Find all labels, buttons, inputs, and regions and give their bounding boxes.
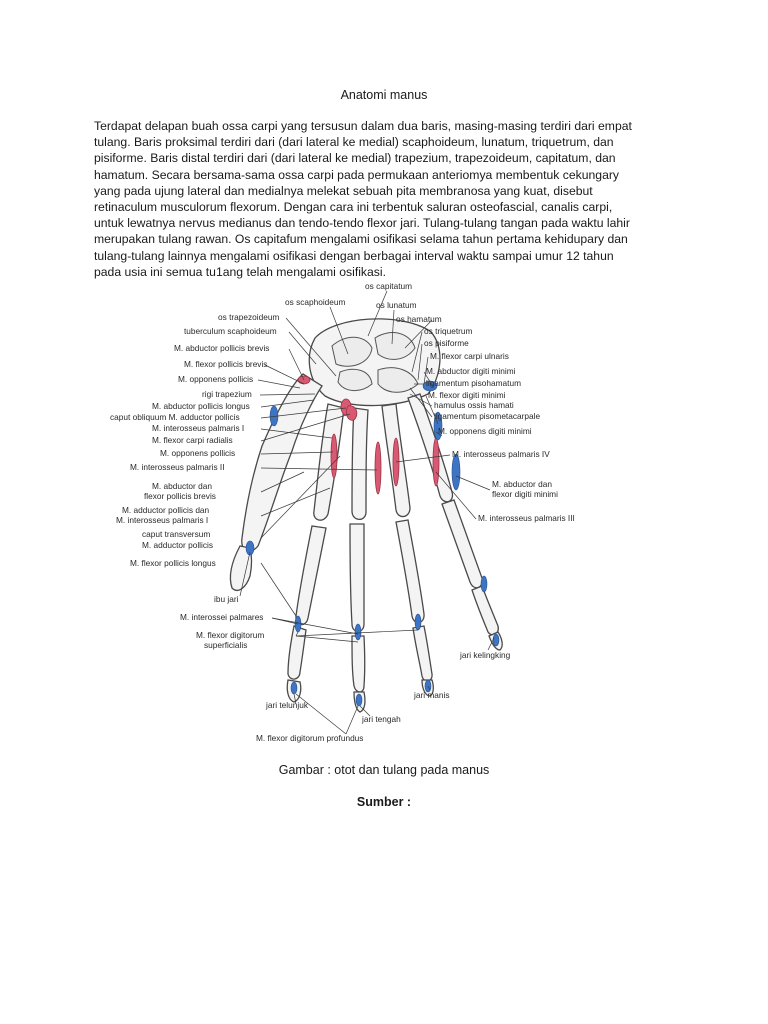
figure-label: M. adductor pollicis [142,540,214,550]
figure-label: M. interosseus palmaris I [116,515,209,525]
paragraph-line: pisiforme. Baris distal terdiri dari (dari lateral ke medial) trapezium, trapezoideum, capitatum, dan [94,151,616,166]
figure-label: M. opponens pollicis [178,374,254,384]
figure-label: os triquetrum [424,326,473,336]
figure-label: M. flexor carpi ulnaris [430,351,509,361]
hand-anatomy-figure [100,276,680,746]
paragraph-line: Terdapat delapan buah ossa carpi yang tersusun dalam dua baris, masing-masing terdiri dari empat [94,119,632,133]
figure-label: flexor digiti minimi [492,489,558,499]
figure-label: ligamentum pisometacarpale [434,411,541,421]
figure-caption: Gambar : otot dan tulang pada manus [278,763,490,777]
figure-label: M. interosseus palmaris IV [452,449,550,459]
figure-label: rigi trapezium [202,389,252,399]
figure-label: M. flexor carpi radialis [152,435,233,445]
figure-label: M. interosseus palmaris II [130,462,225,472]
figure-label: jari manis [414,690,450,700]
figure-label: M. interossei palmares [180,612,264,622]
figure-label: os capitatum [365,281,413,291]
figure-label: jari telunjuk [266,700,308,710]
figure-source: Sumber : [356,795,412,809]
figure-label: M. abductor dan [492,479,552,489]
figure-label: superficialis [204,640,248,650]
paragraph-line: untuk lewatnya nervus medianus dan tendo-tendo flexor jari. Tulang-tulang tangan pada waktu lahir [94,216,630,231]
figure-label: M. flexor digitorum profundus [256,733,364,743]
figure-label: caput transversum [142,529,211,539]
figure-label: M. opponens digiti minimi [438,426,532,436]
figure-label: M. abductor digiti minimi [426,366,516,376]
figure-label: flexor pollicis brevis [144,491,216,501]
figure-label: M. interosseus palmaris III [478,513,575,523]
figure-label: M. abductor pollicis brevis [174,343,270,353]
figure-label: M. abductor pollicis longus [152,401,250,411]
figure-label: M. opponens pollicis [160,448,236,458]
figure-label: M. flexor digiti minimi [428,390,506,400]
figure-label: caput obliquum M. adductor pollicis [110,412,240,422]
document-title: Anatomi manus [340,88,428,102]
figure-label: os hamatum [396,314,442,324]
body-paragraph [94,118,676,280]
figure-label: jari tengah [362,714,401,724]
figure-label: ibu jari [214,594,239,604]
figure-label: hamulus ossis hamati [434,400,514,410]
figure-label: os scaphoideum [285,297,346,307]
figure-label: ligamentum pisohamatum [426,378,521,388]
figure-label: M. flexor digitorum [196,630,265,640]
figure-label: M. flexor pollicis longus [130,558,216,568]
figure-label: os pisiforme [424,338,469,348]
paragraph-line: hamatum. Secara bersama-sama ossa carpi pada permukaan anteriomya membentuk cekungary [94,167,619,182]
paragraph-line: tulang. Baris proksimal terdiri dari (dari lateral ke medial) scaphoideum, lunatum, triquetrum, dan [94,135,614,150]
figure-label: M. abductor dan [152,481,212,491]
paragraph-line: tulang-tulang lainnya mengalami osifikasi dengan berbagai interval waktu sampai umur 12 tahun [94,248,614,263]
paragraph-line: pada usia ini semua tu1ang telah mengalami osifikasi. [94,264,386,279]
figure-label: jari kelingking [460,650,511,660]
figure-label: M. interosseus palmaris I [152,423,245,433]
paragraph-line: yang pada ujung lateral dan medialnya melekat sebuah pita membranosa yang kuat, disebut [94,183,593,198]
figure-label: tuberculum scaphoideum [184,326,277,336]
paragraph-line: retinaculum musculorum flexorum. Dengan cara ini terbentuk saluran osteofascial, canalis carpi, [94,200,613,215]
figure-label: M. adductor pollicis dan [122,505,210,515]
figure-label: M. flexor pollicis brevis [184,359,268,369]
paragraph-line: merupakan tulang rawan. Os capitafum mengalami osifikasi selama tahun pertama kehidupary dan [94,232,628,247]
figure-label: os trapezoideum [218,312,280,322]
figure-label: os lunatum [376,300,417,310]
